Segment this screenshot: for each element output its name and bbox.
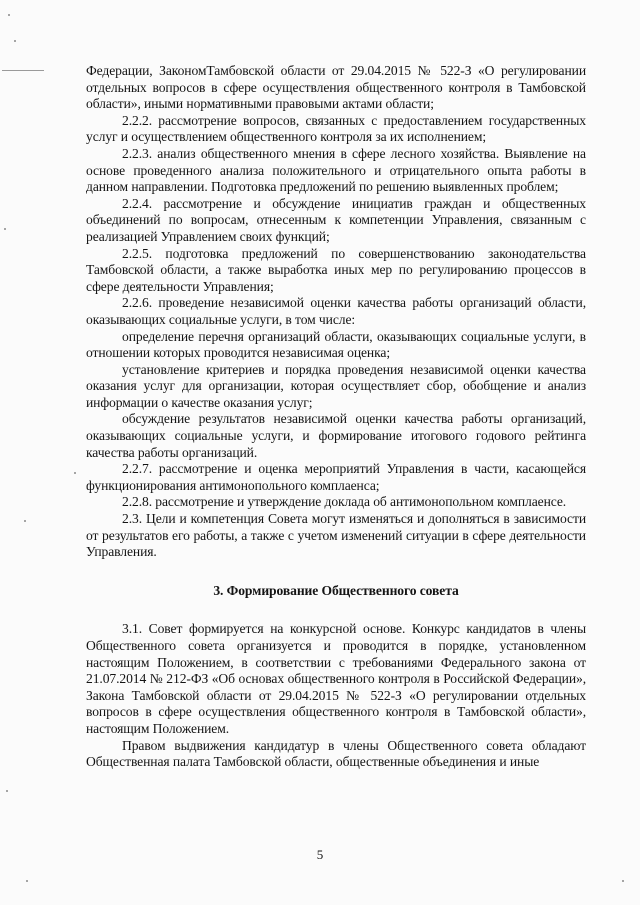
scan-mark-left	[2, 70, 44, 71]
paragraph: Правом выдвижения кандидатур в члены Общественного совета обладают Общественная палата Тамбовской области, общественные объединения и иные	[86, 737, 586, 770]
scan-speck	[26, 880, 28, 882]
paragraph: 2.2.4. рассмотрение и обсуждение инициатив граждан и общественных объединений по вопросам, отнесенным к компетенции Управления, связанным с реализацией Управлением своих функций;	[86, 195, 586, 244]
paragraph: установление критериев и порядка проведения независимой оценки качества оказания услуг для организации, которая осуществляет сбор, обобщение и анализ информации о качестве оказания услуг;	[86, 361, 586, 410]
paragraph: 2.2.8. рассмотрение и утверждение доклада об антимонопольном комплаенсе.	[122, 494, 567, 510]
paragraph: 2.2.5. подготовка предложений по совершенствованию законодательства Тамбовской области, а также выработка иных мер по регулированию процессов в сфере деятельности Управления;	[86, 245, 586, 294]
section-heading: 3. Формирование Общественного совета	[213, 582, 459, 598]
paragraph: 2.2.3. анализ общественного мнения в сфере лесного хозяйства. Выявление на основе проведенного анализа положительного и отрицательного опыта работы в данном направлении. Подготовка предложений по решению выявленных проблем;	[86, 145, 586, 195]
paragraph: 2.3. Цели и компетенция Совета могут изменяться и дополняться в зависимости от результатов его работы, а также с учетом изменений ситуации в сфере деятельности Управления.	[86, 511, 586, 560]
scan-speck	[8, 14, 10, 16]
paragraph: 2.2.6. проведение независимой оценки качества работы организаций области, оказывающих социальные услуги, в том числе:	[86, 295, 586, 327]
paragraph: обсуждение результатов независимой оценки качества работы организаций, оказывающих социальные услуги, и формирование итогового годового рейтинга качества работы организаций.	[86, 411, 586, 460]
scan-speck	[14, 40, 16, 42]
page-number: 5	[316, 847, 324, 862]
paragraph: Федерации, ЗакономТамбовской области от 29.04.2015 № 522-З «О регулировании отдельных вопросов в сфере осуществления общественного контроля в Тамбовской области», иными нормативными правовыми актами области;	[86, 63, 586, 112]
scan-speck	[4, 228, 6, 230]
scan-speck	[622, 880, 624, 882]
paragraph: 3.1. Совет формируется на конкурсной основе. Конкурс кандидатов в члены Общественного совета организуется и проводится в порядке, установленном настоящим Положением, в соответствии с требованиями Федерального закона от 21.07.2014 № 212-ФЗ «Об основах общественного контроля в Российской Федерации», Закона Тамбовской области от 29.04.2015 № 522-З «О регулировании отдельных вопросов в сфере осуществления общественного контроля в Тамбовской области», настоящим Положением.	[86, 621, 586, 736]
scan-speck	[24, 520, 26, 522]
paragraph: 2.2.7. рассмотрение и оценка мероприятий Управления в части, касающейся функционирования антимонопольного комплаенса;	[86, 461, 586, 493]
paragraph: 2.2.2. рассмотрение вопросов, связанных с предоставлением государственных услуг и осуществлением общественного контроля за их исполнением;	[86, 112, 586, 145]
scan-speck	[6, 790, 8, 792]
document-body	[86, 63, 586, 771]
paragraph: определение перечня организаций области, оказывающих социальные услуги, в отношении которых проводится независимая оценка;	[86, 328, 586, 361]
scan-speck	[74, 472, 76, 474]
